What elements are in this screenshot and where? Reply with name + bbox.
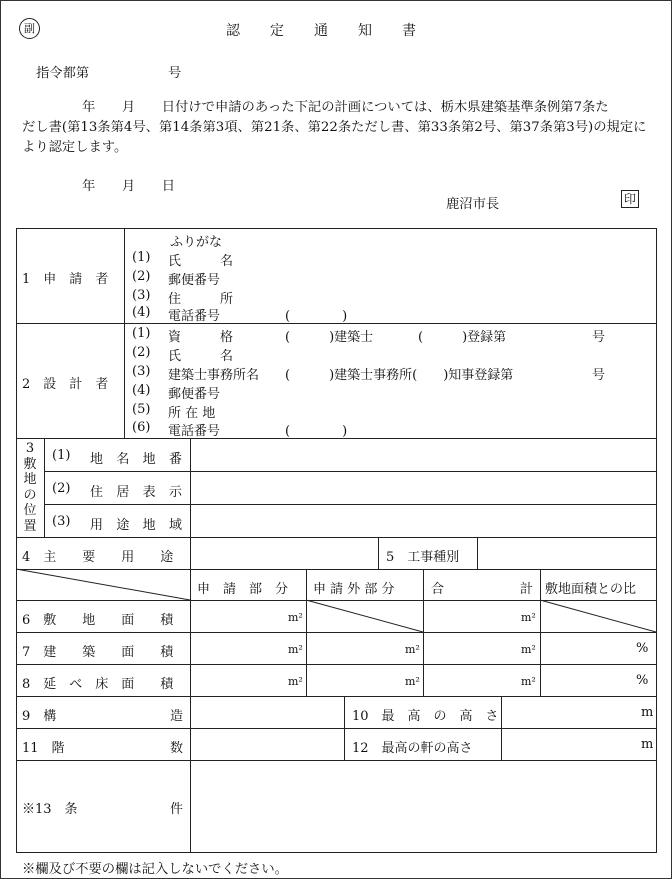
- unit-m2: m²: [521, 611, 536, 624]
- unit-meter: m: [641, 705, 654, 720]
- designer-item-num: (3): [132, 364, 151, 379]
- designer-registration-go: 号: [592, 330, 606, 345]
- applicant-item-num: (3): [132, 288, 151, 303]
- site-row-num: (1): [52, 448, 71, 463]
- applicant-item-text: 住 所: [168, 292, 234, 307]
- seal-mark: 印: [621, 190, 639, 208]
- designer-phone-paren: ( ): [285, 424, 348, 439]
- designer-item-text: 氏 名: [168, 349, 234, 364]
- unit-m2: m²: [405, 675, 420, 688]
- unit-percent: %: [636, 673, 649, 688]
- unit-percent: %: [636, 641, 649, 656]
- order-suffix: 号: [168, 66, 182, 81]
- fuku-mark: 副: [19, 18, 40, 39]
- designer-item-text: 電話番号: [168, 424, 221, 439]
- designer-item-num: (2): [132, 345, 151, 360]
- unit-m2: m²: [288, 675, 303, 688]
- site-location-label: 3 敷 地 の 位 置: [23, 441, 37, 534]
- designer-registration-paren: ( )登録第: [418, 330, 507, 345]
- designer-item-text: 所 在 地: [168, 406, 216, 421]
- furigana-label: ふりがな: [170, 235, 223, 250]
- applicant-item-text: 郵便番号: [168, 273, 221, 288]
- site-row-num: (2): [52, 481, 71, 496]
- designer-item-num: (1): [132, 326, 151, 341]
- designer-qualification-paren: ( )建築士: [285, 330, 374, 345]
- applicant-phone-paren: ( ): [285, 309, 348, 324]
- header-diagonal: [16, 569, 190, 600]
- document-title: 認定通知書: [226, 23, 446, 39]
- site-row-label: 用 途 地 域: [90, 518, 182, 533]
- unit-m2: m²: [288, 611, 303, 624]
- designer-item-num: (5): [132, 402, 151, 417]
- max-eave-height-label: 12 最高の軒の高さ: [352, 741, 473, 756]
- structure-label: 9 構: [22, 709, 57, 724]
- body-line-2: だし書(第13条第4号、第14条第3項、第21条、第22条ただし書、第33条第2号、第37条第3号)の規定に: [22, 120, 647, 135]
- body-line-3: より認定します。: [22, 140, 128, 155]
- main-use-label: 4 主 要 用 途: [22, 550, 174, 565]
- designer-item-text: 建築士事務所名: [168, 368, 260, 383]
- building-area-label: 7 建 築 面 積: [22, 645, 174, 660]
- designer-item-num: (6): [132, 420, 151, 435]
- issuer-name: 鹿沼市長: [446, 197, 500, 212]
- structure-label-end: 造: [170, 709, 184, 724]
- site-row-label: 地 名 地 番: [90, 452, 182, 467]
- site-row-num: (3): [52, 514, 71, 529]
- total-floor-area-label: 8 延 べ 床 面 積: [22, 677, 174, 692]
- conditions-label: ※13 条: [22, 802, 78, 817]
- applicant-item-num: (1): [132, 250, 151, 265]
- applicant-item-num: (2): [132, 269, 151, 284]
- site-other-diagonal: [306, 600, 423, 632]
- applicant-label: 1 申 請 者: [22, 272, 109, 287]
- designer-item-num: (4): [132, 383, 151, 398]
- site-ratio-diagonal: [540, 600, 656, 632]
- work-type-label: 5 工事種別: [386, 550, 460, 565]
- footnote: ※欄及び不要の欄は記入しないでください。: [22, 862, 288, 877]
- col-applied-portion: 申 請 部 分: [197, 582, 289, 597]
- col-total-right: 計: [520, 582, 534, 597]
- issue-date: 年 月 日: [82, 179, 176, 194]
- applicant-item-num: (4): [132, 305, 151, 320]
- applicant-item-text: 氏 名: [168, 254, 234, 269]
- col-site-ratio: 敷地面積との比: [545, 582, 637, 597]
- applicant-item-text: 電話番号: [168, 309, 221, 324]
- order-prefix: 指令都第: [36, 66, 90, 81]
- col-total-left: 合: [431, 582, 445, 597]
- unit-m2: m²: [521, 643, 536, 656]
- designer-item-text: 郵便番号: [168, 387, 221, 402]
- floors-label: 11 階: [22, 741, 65, 756]
- max-height-label: 10 最 高 の 高 さ: [352, 709, 499, 724]
- site-area-label: 6 敷 地 面 積: [22, 613, 174, 628]
- designer-office-paren: ( )建築士事務所( )知事登録第: [285, 368, 514, 383]
- site-row-label: 住 居 表 示: [90, 485, 182, 500]
- unit-m2: m²: [521, 675, 536, 688]
- floors-label-end: 数: [170, 741, 184, 756]
- unit-m2: m²: [405, 643, 420, 656]
- designer-label: 2 設 計 者: [22, 377, 109, 392]
- designer-item-text: 資 格: [168, 330, 234, 345]
- designer-office-go: 号: [592, 368, 606, 383]
- unit-meter: m: [641, 737, 654, 752]
- body-line-1: 年 月 日付けで申請のあった下記の計画については、栃木県建築基準条例第7条た: [82, 100, 609, 115]
- conditions-label-end: 件: [170, 802, 184, 817]
- col-other-portion: 申 請 外 部 分: [313, 582, 395, 597]
- unit-m2: m²: [288, 643, 303, 656]
